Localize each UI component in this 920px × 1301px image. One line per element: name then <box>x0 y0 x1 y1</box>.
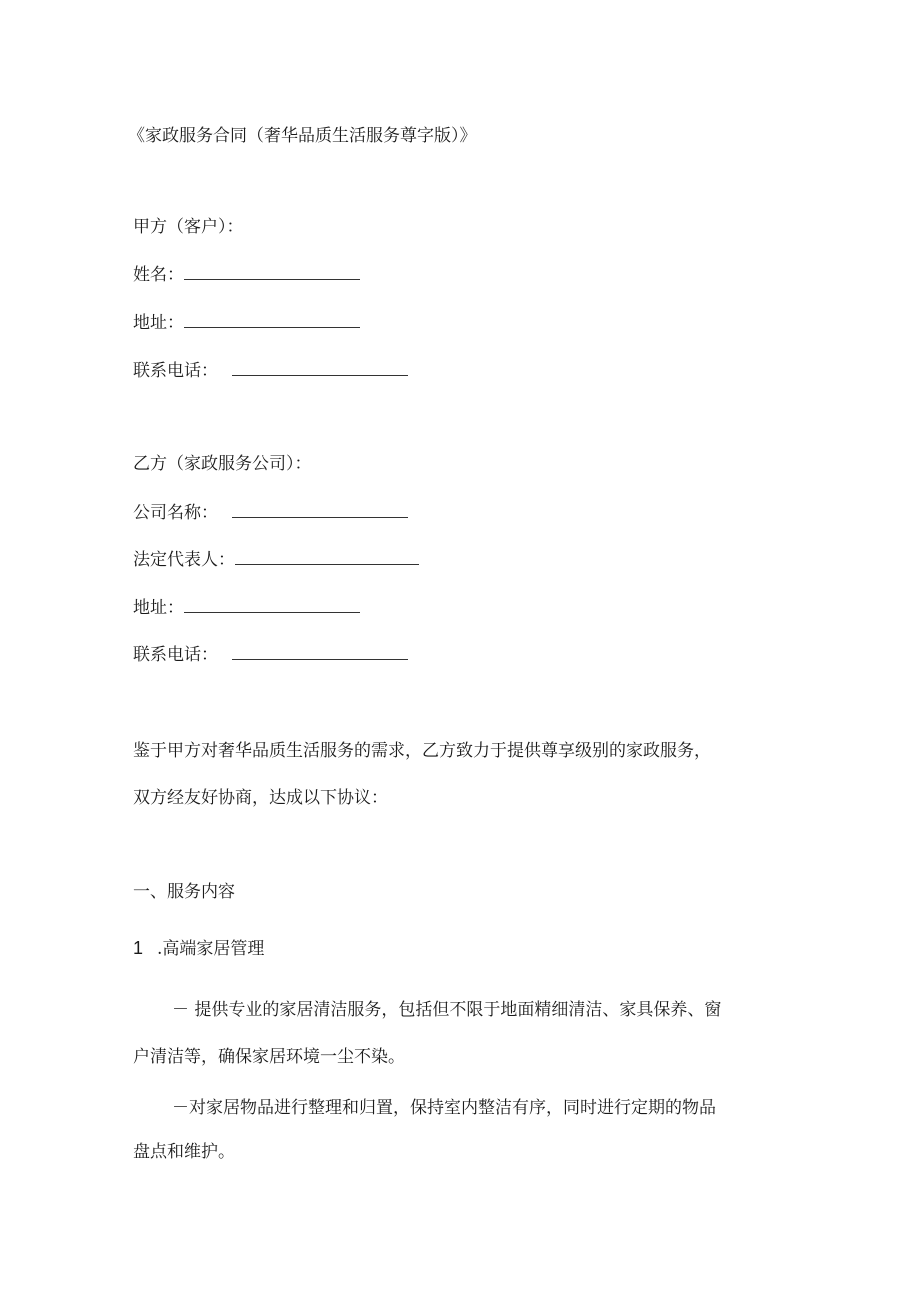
bullet-1-line-2: 户清洁等，确保家居环境一尘不染。 <box>133 1047 405 1067</box>
item-1-number: 1 <box>133 938 144 958</box>
preamble-line-1: 鉴于甲方对奢华品质生活服务的需求，乙方致力于提供尊享级别的家政服务， <box>133 741 711 761</box>
party-b-phone-field <box>133 642 408 667</box>
bullet-1-line-1: － 提供专业的家居清洁服务，包括但不限于地面精细清洁、家具保养、窗 <box>172 1000 722 1020</box>
bullet-2-line-1: －对家居物品进行整理和归置，保持室内整洁有序，同时进行定期的物品 <box>172 1098 716 1118</box>
party-b-address-blank[interactable] <box>184 595 360 613</box>
party-a-name-blank[interactable] <box>184 262 360 280</box>
item-1-heading <box>133 936 264 961</box>
document-title: 《家政服务合同（奢华品质生活服务尊字版）》 <box>128 126 477 146</box>
party-b-company-field <box>133 500 408 525</box>
party-b-representative-label: 法定代表人： <box>133 550 235 570</box>
party-a-name-field <box>133 262 360 287</box>
section-1-heading: 一、服务内容 <box>133 882 235 902</box>
party-a-phone-blank[interactable] <box>232 358 408 376</box>
party-b-representative-blank[interactable] <box>235 547 419 565</box>
party-b-phone-blank[interactable] <box>232 642 408 660</box>
party-b-heading: 乙方（家政服务公司）： <box>133 454 312 474</box>
party-b-company-blank[interactable] <box>232 500 408 518</box>
party-a-phone-label: 联系电话： <box>133 361 218 381</box>
party-b-phone-label: 联系电话： <box>133 645 218 665</box>
party-b-address-field <box>133 595 360 620</box>
party-a-address-blank[interactable] <box>184 310 360 328</box>
party-a-address-label: 地址： <box>133 313 184 333</box>
party-a-name-label: 姓名： <box>133 265 184 285</box>
preamble-line-2: 双方经友好协商，达成以下协议： <box>133 788 388 808</box>
party-a-phone-field <box>133 358 408 383</box>
party-b-company-label: 公司名称： <box>133 503 218 523</box>
party-a-heading: 甲方（客户）： <box>133 217 244 237</box>
party-b-address-label: 地址： <box>133 598 184 618</box>
bullet-2-line-2: 盘点和维护。 <box>133 1142 235 1162</box>
party-b-representative-field <box>133 547 419 572</box>
party-a-address-field <box>133 310 360 335</box>
item-1-title: .高端家居管理 <box>157 939 265 959</box>
